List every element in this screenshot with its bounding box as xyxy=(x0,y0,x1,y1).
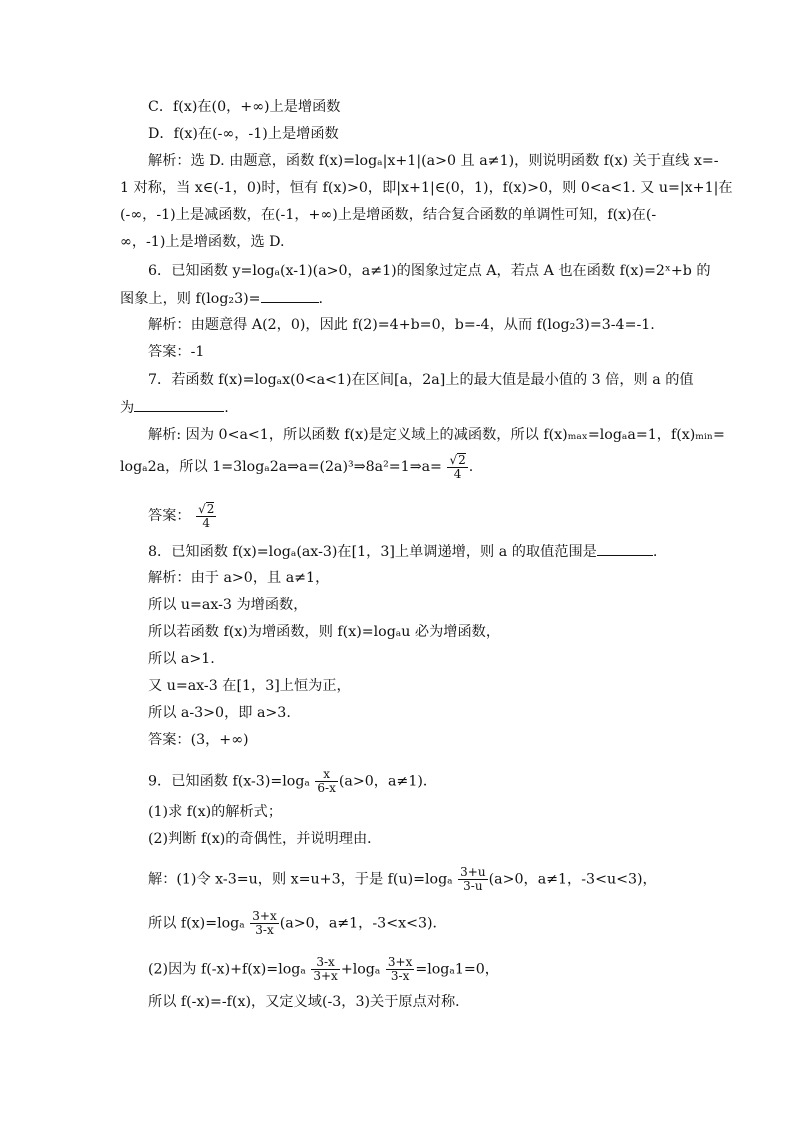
q9-solution-line-3 xyxy=(148,956,499,983)
q9-solution-end-3: =logₐ1=0， xyxy=(415,961,499,978)
q7-analysis-line-2 xyxy=(120,453,473,481)
q8-analysis-line-4: 所以 a>1. xyxy=(148,651,215,667)
3px-num-2: 3+x xyxy=(387,955,413,969)
x-over-6mx-num: x xyxy=(315,768,337,782)
3mx-num: 3-x xyxy=(311,956,339,970)
q9-part-1: (1)求 f(x)的解析式； xyxy=(148,804,283,820)
3px-num: 3+x xyxy=(252,909,277,923)
q7-stem-text: 为 xyxy=(120,400,135,416)
q7-answer-blank xyxy=(134,397,224,412)
q7-analysis-line-1: 解析: 因为 0<a<1，所以函数 f(x)是定义域上的减函数，所以 f(x)ₘₐₓ=logₐa=1，f(x)ₘᵢₙ= xyxy=(148,427,725,443)
q5-analysis-line-1: 解析：选 D. 由题意，函数 f(x)=logₐ|x+1|(a>0 且 a≠1)，则说明函数 f(x) 关于直线 x=- xyxy=(148,153,719,169)
3mx-over-3px-fraction xyxy=(311,956,339,983)
3pu-num: 3+u xyxy=(460,865,486,879)
q8-analysis-line-5: 又 u=ax-3 在[1，3]上恒为正， xyxy=(148,678,351,694)
q6-stem-line-1: 6．已知函数 y=logₐ(x-1)(a>0，a≠1)的图象过定点 A，若点 A 也在函数 f(x)=2ˣ+b 的 xyxy=(148,263,711,279)
q5-analysis-line-2: 1 对称，当 x∈(-1，0)时，恒有 f(x)>0，即|x+1|∈(0，1)，f(x)>0，则 0<a<1. 又 u=|x+1|在 xyxy=(120,180,733,196)
q9-solution-end-2: (a>0，a≠1，-3<x<3)． xyxy=(279,915,447,932)
q8-answer: 答案：(3，+∞) xyxy=(148,732,249,748)
q9-stem-end: (a>0，a≠1)． xyxy=(338,773,438,790)
q8-analysis-line-1: 解析：由于 a>0，且 a≠1， xyxy=(148,570,330,586)
q7-answer-fraction: $\frac{√2}{4}$ xyxy=(198,502,215,530)
q7-answer-label: 答案： xyxy=(148,508,191,524)
q9-part-2: (2)判断 f(x)的奇偶性，并说明理由． xyxy=(148,831,382,847)
x-over-6mx-den: 6-x xyxy=(317,781,336,795)
q9-solution-plus: +logₐ xyxy=(340,961,381,978)
option-d: D．f(x)在(-∞，-1)上是增函数 xyxy=(148,126,339,142)
q8-analysis-line-3: 所以若函数 f(x)为增函数，则 f(x)=logₐu 必为增函数， xyxy=(148,624,501,640)
q6-answer-blank xyxy=(261,288,319,303)
3px-over-3mx-fraction xyxy=(250,910,278,937)
sqrt2-den: 4 xyxy=(453,467,462,481)
3mx-den: 3-x xyxy=(255,923,274,937)
q7-answer-den: 4 xyxy=(202,516,211,530)
q6-analysis: 解析：由题意得 A(2，0)，因此 f(2)=4+b=0，b=-4，从而 f(log₂3)=3-4=-1. xyxy=(148,317,655,333)
3pu-over-3mu-fraction xyxy=(458,866,487,893)
q9-solution-text-1: 解：(1)令 x-3=u，则 x=u+3，于是 f(u)=logₐ xyxy=(148,871,453,888)
q8-stem-end: . xyxy=(652,544,658,560)
q8-analysis-line-2: 所以 u=ax-3 为增函数， xyxy=(148,597,308,613)
q9-solution-line-1 xyxy=(148,866,657,893)
q6-stem-text: 图象上，则 f(log₂3)= xyxy=(120,291,261,307)
q8-answer-blank xyxy=(597,541,653,556)
q7-answer xyxy=(148,502,217,530)
q8-stem xyxy=(148,541,657,562)
sqrt2-num: 2 xyxy=(458,453,466,467)
q7-stem-line-1: 7．若函数 f(x)=logₐx(0<a<1)在区间[a，2a]上的最大值是最小值的 3 倍，则 a 的值 xyxy=(148,372,694,388)
q9-solution-line-2 xyxy=(148,910,447,937)
q6-stem-line-2 xyxy=(120,288,323,309)
q7-stem-end: . xyxy=(224,400,229,416)
q7-analysis-text: logₐ2a，所以 1=3logₐ2a⇒a=(2a)³⇒8a²=1⇒a= xyxy=(120,459,442,475)
3px-den: 3+x xyxy=(313,969,338,983)
3px-over-3mx-fraction-2 xyxy=(386,956,414,983)
q9-solution-line-4: 所以 f(-x)=-f(x)，又定义域(-3，3)关于原点对称． xyxy=(148,994,470,1010)
q7-stem-line-2 xyxy=(120,397,229,418)
3mx-den-2: 3-x xyxy=(390,969,410,983)
option-c: C．f(x)在(0，+∞)上是增函数 xyxy=(148,99,341,115)
q9-stem-text: 9．已知函数 f(x-3)=logₐ xyxy=(148,773,310,790)
q7-analysis-end: . xyxy=(468,459,474,475)
q6-stem-end: . xyxy=(318,291,324,307)
q9-stem xyxy=(148,768,437,795)
q8-stem-text: 8．已知函数 f(x)=logₐ(ax-3)在[1，3]上单调递增，则 a 的取值范围是 xyxy=(148,544,597,560)
q6-answer: 答案：-1 xyxy=(148,344,205,360)
q9-solution-text-3: (2)因为 f(-x)+f(x)=logₐ xyxy=(148,961,306,978)
q9-solution-end-1: (a>0，a≠1，-3<u<3)， xyxy=(488,871,657,888)
q5-analysis-line-3: (-∞，-1)上是减函数，在(-1，+∞)上是增函数，结合复合函数的单调性可知，f(x)在(- xyxy=(120,207,657,223)
x-over-6mx-fraction xyxy=(315,768,337,795)
q7-answer-num: 2 xyxy=(206,502,215,516)
3mu-den: 3-u xyxy=(463,879,483,893)
q5-analysis-line-4: ∞，-1)上是增函数，选 D. xyxy=(120,234,285,250)
q8-analysis-line-6: 所以 a-3>0，即 a>3. xyxy=(148,705,291,721)
q9-solution-text-2: 所以 f(x)=logₐ xyxy=(148,915,245,932)
sqrt2-over-4-fraction: $\frac{√2}{4}$ xyxy=(449,453,466,481)
